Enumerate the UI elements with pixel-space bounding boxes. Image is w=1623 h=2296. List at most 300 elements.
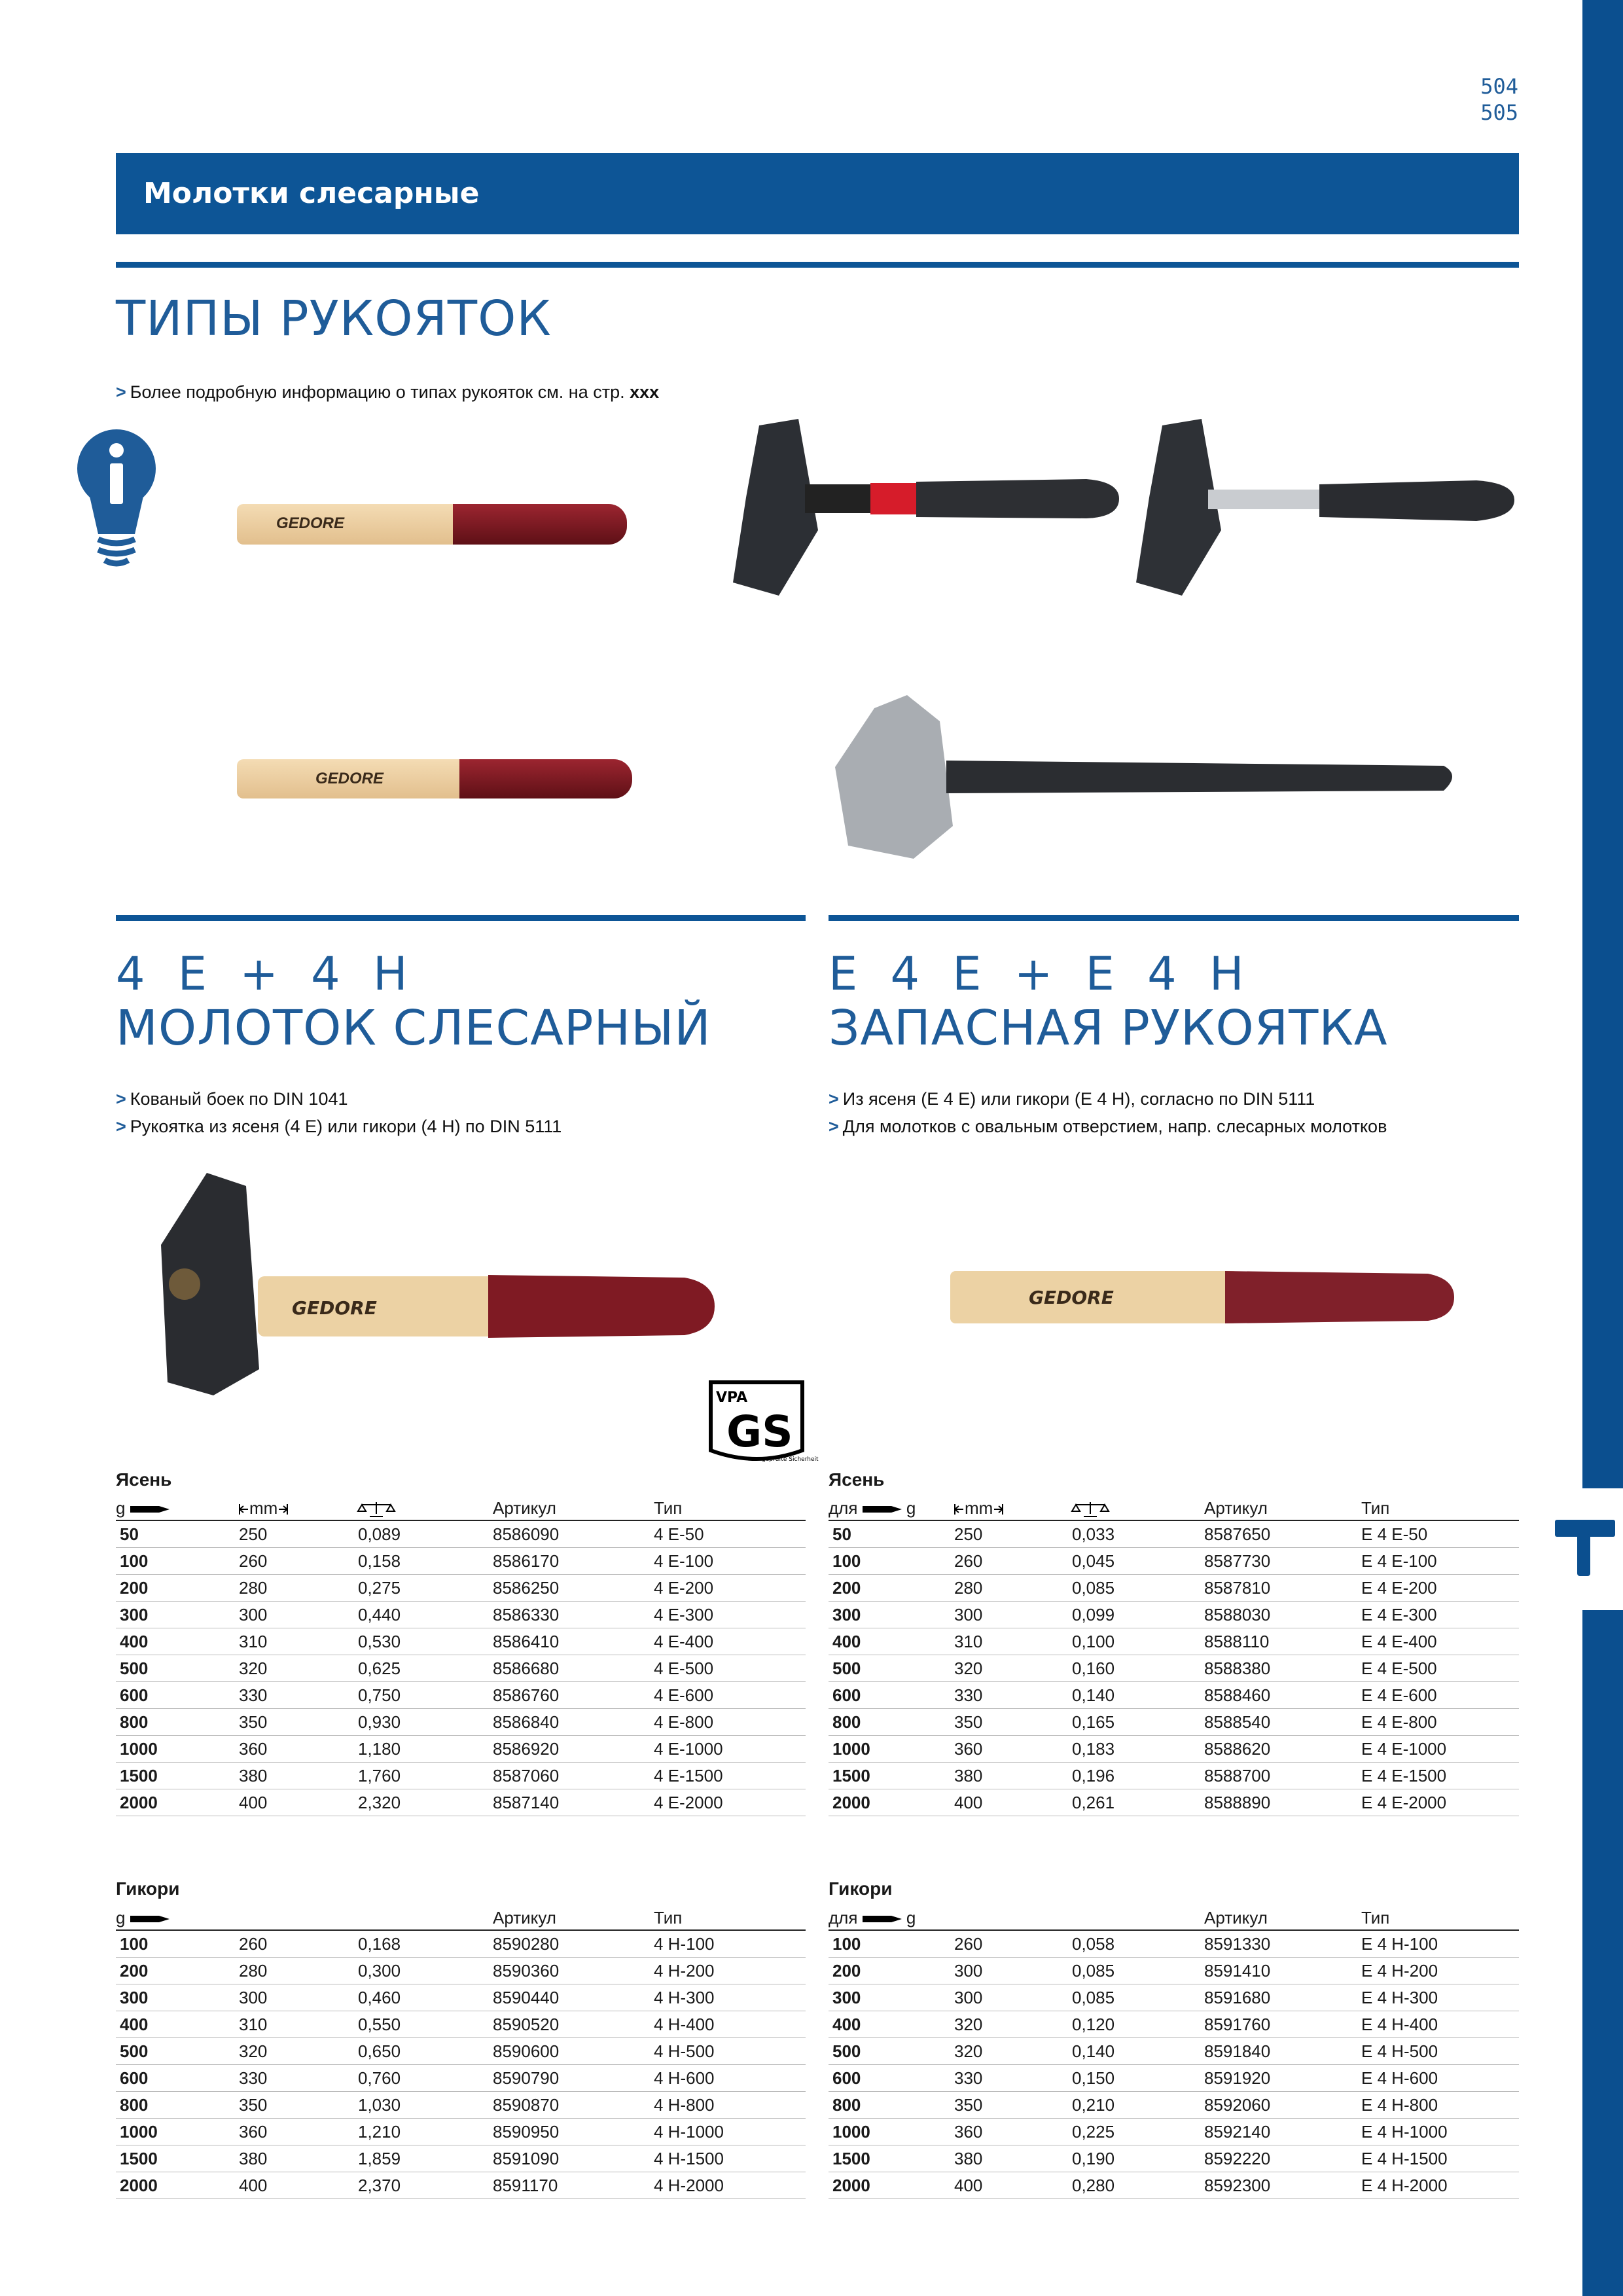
article-header: Артикул — [1204, 1903, 1361, 1930]
length-cell: 250 — [954, 1520, 1072, 1548]
article-cell: 8591760 — [1204, 2011, 1361, 2038]
table-row — [829, 1602, 1519, 1628]
weight-cell: 200 — [829, 1575, 954, 1602]
product-name: МОЛОТОК СЛЕСАРНЫЙ — [116, 1000, 711, 1056]
article-cell: 8592140 — [1204, 2119, 1361, 2145]
type-cell: 4 E-500 — [654, 1655, 806, 1682]
length-right-arrow-icon — [277, 1503, 288, 1516]
mass-cell: 0,058 — [1072, 1930, 1204, 1958]
mass-cell: 0,099 — [1072, 1602, 1204, 1628]
weight-arrow-icon — [130, 1912, 169, 1926]
type-cell: 4 H-100 — [654, 1930, 806, 1958]
arrow-icon: > — [829, 1089, 839, 1109]
divider — [116, 915, 806, 921]
scale-icon — [358, 1501, 395, 1518]
article-cell: 8591410 — [1204, 1958, 1361, 1984]
mass-cell: 0,165 — [1072, 1709, 1204, 1736]
weight-cell: 2000 — [116, 2172, 239, 2199]
gs-subtitle: geprüfte Sicherheit — [762, 1456, 819, 1463]
mass-cell: 0,140 — [1072, 2038, 1204, 2065]
length-cell: 380 — [954, 1763, 1072, 1789]
mass-cell: 0,530 — [358, 1628, 493, 1655]
weight-cell: 1500 — [829, 1763, 954, 1789]
wood-handle-image — [237, 759, 632, 798]
article-cell: 8586680 — [493, 1655, 654, 1682]
type-cell: 4 E-50 — [654, 1520, 806, 1548]
mass-cell: 0,280 — [1072, 2172, 1204, 2199]
article-header: Артикул — [493, 1903, 654, 1930]
weight-cell: 50 — [116, 1520, 239, 1548]
page-number: 505 — [1480, 100, 1518, 125]
type-cell: 4 H-300 — [654, 1984, 806, 2011]
weight-cell: 1500 — [116, 1763, 239, 1789]
mass-header — [1072, 1494, 1204, 1520]
page-number: 504 — [1480, 74, 1518, 99]
weight-cell: 1000 — [116, 2119, 239, 2145]
vpa-label: VPA — [716, 1390, 748, 1406]
weight-cell: 400 — [116, 1628, 239, 1655]
brand-mark: GEDORE — [276, 514, 345, 532]
table-row — [829, 2172, 1519, 2199]
mass-cell: 0,150 — [1072, 2065, 1204, 2092]
weight-cell: 2000 — [829, 1789, 954, 1816]
side-color-bar — [1582, 1610, 1623, 2296]
article-cell: 8590600 — [493, 2038, 654, 2065]
page-ref-link[interactable]: xxx — [630, 382, 660, 402]
side-color-bar — [1582, 0, 1623, 1488]
spare-handle-image — [950, 1271, 1454, 1323]
weight-cell: 500 — [116, 1655, 239, 1682]
mass-cell: 0,550 — [358, 2011, 493, 2038]
article-header: Артикул — [493, 1494, 654, 1520]
article-cell: 8587650 — [1204, 1520, 1361, 1548]
mass-cell: 1,210 — [358, 2119, 493, 2145]
type-header: Тип — [1361, 1903, 1519, 1930]
mass-cell: 0,760 — [358, 2065, 493, 2092]
product-code: E 4 E + E 4 H — [829, 947, 1253, 1001]
article-cell: 8586840 — [493, 1709, 654, 1736]
weight-cell: 800 — [116, 2092, 239, 2119]
table-row — [116, 2011, 806, 2038]
table-row — [116, 1628, 806, 1655]
type-cell: 4 H-2000 — [654, 2172, 806, 2199]
article-cell: 8588700 — [1204, 1763, 1361, 1789]
table-row — [116, 1520, 806, 1548]
length-cell: 310 — [239, 2011, 358, 2038]
mass-cell: 1,760 — [358, 1763, 493, 1789]
type-cell: E 4 E-300 — [1361, 1602, 1519, 1628]
table-row — [116, 1655, 806, 1682]
note-text: Более подробную информацию о типах рукояток см. на стр. — [130, 382, 630, 402]
type-cell: E 4 H-600 — [1361, 2065, 1519, 2092]
table-row — [829, 1958, 1519, 1984]
type-cell: 4 E-800 — [654, 1709, 806, 1736]
table-row — [116, 2172, 806, 2199]
mass-cell: 0,085 — [1072, 1984, 1204, 2011]
brand-mark: GEDORE — [315, 770, 384, 787]
length-cell: 400 — [239, 2172, 358, 2199]
mass-cell: 2,370 — [358, 2172, 493, 2199]
length-cell: 350 — [239, 1709, 358, 1736]
length-cell: 300 — [239, 1602, 358, 1628]
length-cell: 320 — [954, 1655, 1072, 1682]
mass-cell: 0,460 — [358, 1984, 493, 2011]
mass-cell: 0,085 — [1072, 1958, 1204, 1984]
weight-cell: 1000 — [116, 1736, 239, 1763]
weight-cell: 1500 — [116, 2145, 239, 2172]
table-row — [829, 2011, 1519, 2038]
length-cell: 360 — [239, 1736, 358, 1763]
hickory-handle-table — [829, 1903, 1519, 2199]
product-bullet: > Рукоятка из ясеня (4 E) или гикори (4 H) по DIN 5111 — [116, 1117, 562, 1136]
length-cell: 280 — [239, 1958, 358, 1984]
brand-mark: GEDORE — [1029, 1287, 1114, 1308]
article-cell: 8586090 — [493, 1520, 654, 1548]
gs-certification-icon — [707, 1380, 819, 1467]
table-row — [116, 2065, 806, 2092]
type-cell: E 4 H-500 — [1361, 2038, 1519, 2065]
arrow-icon: > — [116, 1117, 126, 1136]
weight-cell: 500 — [116, 2038, 239, 2065]
table-row — [829, 1548, 1519, 1575]
article-cell: 8588460 — [1204, 1682, 1361, 1709]
weight-arrow-icon — [863, 1503, 902, 1516]
table-row — [829, 1984, 1519, 2011]
length-cell: 300 — [954, 1602, 1072, 1628]
length-cell: 250 — [239, 1520, 358, 1548]
type-cell: 4 E-300 — [654, 1602, 806, 1628]
type-cell: 4 H-600 — [654, 2065, 806, 2092]
table-row — [829, 1930, 1519, 1958]
article-cell: 8590870 — [493, 2092, 654, 2119]
type-cell: E 4 E-600 — [1361, 1682, 1519, 1709]
table-row — [116, 2145, 806, 2172]
mass-cell: 0,085 — [1072, 1575, 1204, 1602]
table-row — [116, 1575, 806, 1602]
length-cell: 330 — [239, 1682, 358, 1709]
article-cell: 8588620 — [1204, 1736, 1361, 1763]
article-cell: 8586920 — [493, 1736, 654, 1763]
fiberglass-handle-hammer-image — [733, 419, 1120, 602]
length-cell: 350 — [954, 2092, 1072, 2119]
mass-cell: 1,859 — [358, 2145, 493, 2172]
type-header: Тип — [1361, 1494, 1519, 1520]
length-cell: 280 — [954, 1575, 1072, 1602]
type-header: Тип — [654, 1494, 806, 1520]
mass-cell: 0,196 — [1072, 1763, 1204, 1789]
type-cell: 4 H-1000 — [654, 2119, 806, 2145]
article-cell: 8587730 — [1204, 1548, 1361, 1575]
hammer-tab-icon — [1548, 1511, 1623, 1585]
weight-cell: 50 — [829, 1520, 954, 1548]
table-row — [829, 1789, 1519, 1816]
mass-cell: 1,030 — [358, 2092, 493, 2119]
length-cell: 360 — [239, 2119, 358, 2145]
mass-cell: 0,183 — [1072, 1736, 1204, 1763]
weight-cell: 2000 — [116, 1789, 239, 1816]
article-cell: 8592060 — [1204, 2092, 1361, 2119]
weight-cell: 2000 — [829, 2172, 954, 2199]
table-row — [116, 2092, 806, 2119]
type-cell: 4 E-600 — [654, 1682, 806, 1709]
length-cell: 400 — [954, 1789, 1072, 1816]
mass-cell: 0,089 — [358, 1520, 493, 1548]
weight-cell: 800 — [829, 2092, 954, 2119]
type-cell: 4 H-500 — [654, 2038, 806, 2065]
type-cell: 4 H-800 — [654, 2092, 806, 2119]
table-row — [829, 1736, 1519, 1763]
weight-cell: 100 — [116, 1548, 239, 1575]
arrow-icon: > — [116, 1089, 126, 1109]
type-cell: E 4 E-200 — [1361, 1575, 1519, 1602]
article-cell: 8591330 — [1204, 1930, 1361, 1958]
article-cell: 8591920 — [1204, 2065, 1361, 2092]
weight-cell: 1500 — [829, 2145, 954, 2172]
weight-cell: 100 — [829, 1930, 954, 1958]
article-cell: 8590440 — [493, 1984, 654, 2011]
table-title: Гикори — [829, 1878, 893, 1899]
weight-cell: 500 — [829, 1655, 954, 1682]
table-row — [116, 1763, 806, 1789]
length-cell: 310 — [239, 1628, 358, 1655]
length-cell: 300 — [954, 1958, 1072, 1984]
table-row — [829, 1682, 1519, 1709]
table-row — [829, 1709, 1519, 1736]
product-bullet: > Из ясеня (E 4 E) или гикори (E 4 H), согласно по DIN 5111 — [829, 1089, 1315, 1109]
type-cell: E 4 H-1500 — [1361, 2145, 1519, 2172]
article-cell: 8586250 — [493, 1575, 654, 1602]
length-header: mm — [954, 1494, 1072, 1520]
length-cell: 400 — [239, 1789, 358, 1816]
page-numbers — [1480, 73, 1518, 126]
wood-handle-image — [237, 504, 627, 545]
table-row — [116, 1984, 806, 2011]
weight-cell: 300 — [829, 1602, 954, 1628]
weight-cell: 800 — [829, 1709, 954, 1736]
type-cell: E 4 E-1000 — [1361, 1736, 1519, 1763]
hickory-hammer-table — [116, 1903, 806, 2199]
length-cell: 310 — [954, 1628, 1072, 1655]
mass-cell: 0,261 — [1072, 1789, 1204, 1816]
mass-cell: 0,750 — [358, 1682, 493, 1709]
length-cell: 260 — [954, 1548, 1072, 1575]
mass-cell: 0,190 — [1072, 2145, 1204, 2172]
length-cell: 300 — [239, 1984, 358, 2011]
weight-cell: 600 — [829, 1682, 954, 1709]
weight-cell: 300 — [116, 1984, 239, 2011]
length-cell: 360 — [954, 1736, 1072, 1763]
article-cell: 8587810 — [1204, 1575, 1361, 1602]
weight-cell: 600 — [116, 2065, 239, 2092]
mass-cell: 0,158 — [358, 1548, 493, 1575]
length-cell: 320 — [239, 1655, 358, 1682]
brand-mark: GEDORE — [292, 1297, 377, 1319]
divider — [829, 915, 1519, 921]
mass-header — [358, 1494, 493, 1520]
article-cell: 8586170 — [493, 1548, 654, 1575]
table-row — [116, 2119, 806, 2145]
length-cell: 260 — [239, 1548, 358, 1575]
table-row — [829, 2092, 1519, 2119]
length-cell: 300 — [954, 1984, 1072, 2011]
weight-cell: 800 — [116, 1709, 239, 1736]
ash-handle-table — [829, 1494, 1519, 1816]
length-cell: 280 — [239, 1575, 358, 1602]
table-row — [116, 2038, 806, 2065]
table-row — [116, 1709, 806, 1736]
table-row — [116, 1789, 806, 1816]
table-title: Ясень — [829, 1469, 885, 1490]
article-cell: 8587060 — [493, 1763, 654, 1789]
article-cell: 8586410 — [493, 1628, 654, 1655]
type-cell: 4 H-400 — [654, 2011, 806, 2038]
type-cell: E 4 H-2000 — [1361, 2172, 1519, 2199]
article-cell: 8591680 — [1204, 1984, 1361, 2011]
article-cell: 8586760 — [493, 1682, 654, 1709]
type-cell: E 4 E-100 — [1361, 1548, 1519, 1575]
mass-cell: 0,440 — [358, 1602, 493, 1628]
length-cell: 350 — [239, 2092, 358, 2119]
table-row — [829, 2065, 1519, 2092]
type-cell: 4 H-1500 — [654, 2145, 806, 2172]
table-row — [829, 2145, 1519, 2172]
table-row — [829, 1763, 1519, 1789]
type-cell: 4 E-1000 — [654, 1736, 806, 1763]
product-code: 4 E + 4 H — [116, 947, 417, 1001]
mass-cell: 0,045 — [1072, 1548, 1204, 1575]
length-cell: 320 — [954, 2038, 1072, 2065]
article-cell: 8588030 — [1204, 1602, 1361, 1628]
table-row — [829, 1575, 1519, 1602]
type-cell: 4 E-2000 — [654, 1789, 806, 1816]
mass-cell: 0,168 — [358, 1930, 493, 1958]
weight-cell: 600 — [829, 2065, 954, 2092]
length-cell: 350 — [954, 1709, 1072, 1736]
article-cell: 8592220 — [1204, 2145, 1361, 2172]
length-header: mm — [239, 1494, 358, 1520]
article-cell: 8590790 — [493, 2065, 654, 2092]
table-row — [829, 2119, 1519, 2145]
weight-cell: 500 — [829, 2038, 954, 2065]
length-cell: 360 — [954, 2119, 1072, 2145]
mass-cell: 0,100 — [1072, 1628, 1204, 1655]
weight-arrow-icon — [130, 1503, 169, 1516]
weight-cell: 200 — [116, 1575, 239, 1602]
article-cell: 8588890 — [1204, 1789, 1361, 1816]
weight-header: для g — [829, 1903, 954, 1930]
article-header: Артикул — [1204, 1494, 1361, 1520]
weight-cell: 1000 — [829, 2119, 954, 2145]
locksmith-hammer-image — [161, 1173, 715, 1395]
mass-cell: 0,033 — [1072, 1520, 1204, 1548]
mass-cell: 0,625 — [358, 1655, 493, 1682]
article-cell: 8586330 — [493, 1602, 654, 1628]
type-cell: E 4 E-1500 — [1361, 1763, 1519, 1789]
type-cell: E 4 H-100 — [1361, 1930, 1519, 1958]
article-cell: 8588110 — [1204, 1628, 1361, 1655]
weight-cell: 100 — [116, 1930, 239, 1958]
weight-cell: 400 — [116, 2011, 239, 2038]
length-cell: 380 — [239, 1763, 358, 1789]
type-cell: E 4 E-50 — [1361, 1520, 1519, 1548]
divider — [116, 262, 1519, 268]
table-row — [116, 1958, 806, 1984]
type-cell: E 4 H-400 — [1361, 2011, 1519, 2038]
table-row — [829, 2038, 1519, 2065]
arrow-icon: > — [116, 382, 126, 402]
weight-cell: 400 — [829, 1628, 954, 1655]
weight-cell: 600 — [116, 1682, 239, 1709]
mass-cell: 0,210 — [1072, 2092, 1204, 2119]
mass-cell: 1,180 — [358, 1736, 493, 1763]
weight-cell: 1000 — [829, 1736, 954, 1763]
gs-label: GS — [726, 1407, 793, 1457]
mass-cell: 0,275 — [358, 1575, 493, 1602]
type-cell: 4 H-200 — [654, 1958, 806, 1984]
weight-cell: 300 — [116, 1602, 239, 1628]
length-left-arrow-icon — [954, 1503, 965, 1516]
type-cell: E 4 E-500 — [1361, 1655, 1519, 1682]
weight-header: для g — [829, 1494, 954, 1520]
table-row — [116, 1602, 806, 1628]
table-row — [116, 1548, 806, 1575]
type-cell: E 4 E-800 — [1361, 1709, 1519, 1736]
table-row — [829, 1655, 1519, 1682]
mass-cell: 0,650 — [358, 2038, 493, 2065]
weight-cell: 200 — [829, 1958, 954, 1984]
handles-note — [116, 378, 659, 406]
type-cell: E 4 H-200 — [1361, 1958, 1519, 1984]
article-cell: 8587140 — [493, 1789, 654, 1816]
info-bulb-icon — [76, 428, 157, 568]
weight-header: g — [116, 1903, 239, 1930]
article-cell: 8592300 — [1204, 2172, 1361, 2199]
length-cell: 260 — [239, 1930, 358, 1958]
length-cell: 330 — [954, 1682, 1072, 1709]
length-cell: 380 — [954, 2145, 1072, 2172]
table-row — [829, 1628, 1519, 1655]
length-cell: 320 — [954, 2011, 1072, 2038]
length-left-arrow-icon — [239, 1503, 249, 1516]
weight-cell: 300 — [829, 1984, 954, 2011]
weight-cell: 400 — [829, 2011, 954, 2038]
type-cell: 4 E-200 — [654, 1575, 806, 1602]
length-cell: 380 — [239, 2145, 358, 2172]
type-header: Тип — [654, 1903, 806, 1930]
article-cell: 8590360 — [493, 1958, 654, 1984]
handles-title: ТИПЫ РУКОЯТОК — [116, 291, 552, 347]
article-cell: 8588380 — [1204, 1655, 1361, 1682]
product-bullet: > Для молотков с овальным отверстием, напр. слесарных молотков — [829, 1117, 1387, 1136]
weight-cell: 100 — [829, 1548, 954, 1575]
type-cell: E 4 H-1000 — [1361, 2119, 1519, 2145]
weight-header: g — [116, 1494, 239, 1520]
section-header: Молотки слесарные — [116, 153, 1519, 234]
mass-cell: 2,320 — [358, 1789, 493, 1816]
table-row — [116, 1736, 806, 1763]
type-cell: 4 E-1500 — [654, 1763, 806, 1789]
weight-cell: 200 — [116, 1958, 239, 1984]
article-cell: 8591170 — [493, 2172, 654, 2199]
mass-cell: 0,225 — [1072, 2119, 1204, 2145]
sledge-hammer-image — [835, 695, 1461, 859]
table-row — [116, 1930, 806, 1958]
weight-arrow-icon — [863, 1912, 902, 1926]
product-bullet: > Кованый боек по DIN 1041 — [116, 1089, 348, 1109]
type-cell: 4 E-400 — [654, 1628, 806, 1655]
type-cell: E 4 H-300 — [1361, 1984, 1519, 2011]
length-cell: 330 — [954, 2065, 1072, 2092]
